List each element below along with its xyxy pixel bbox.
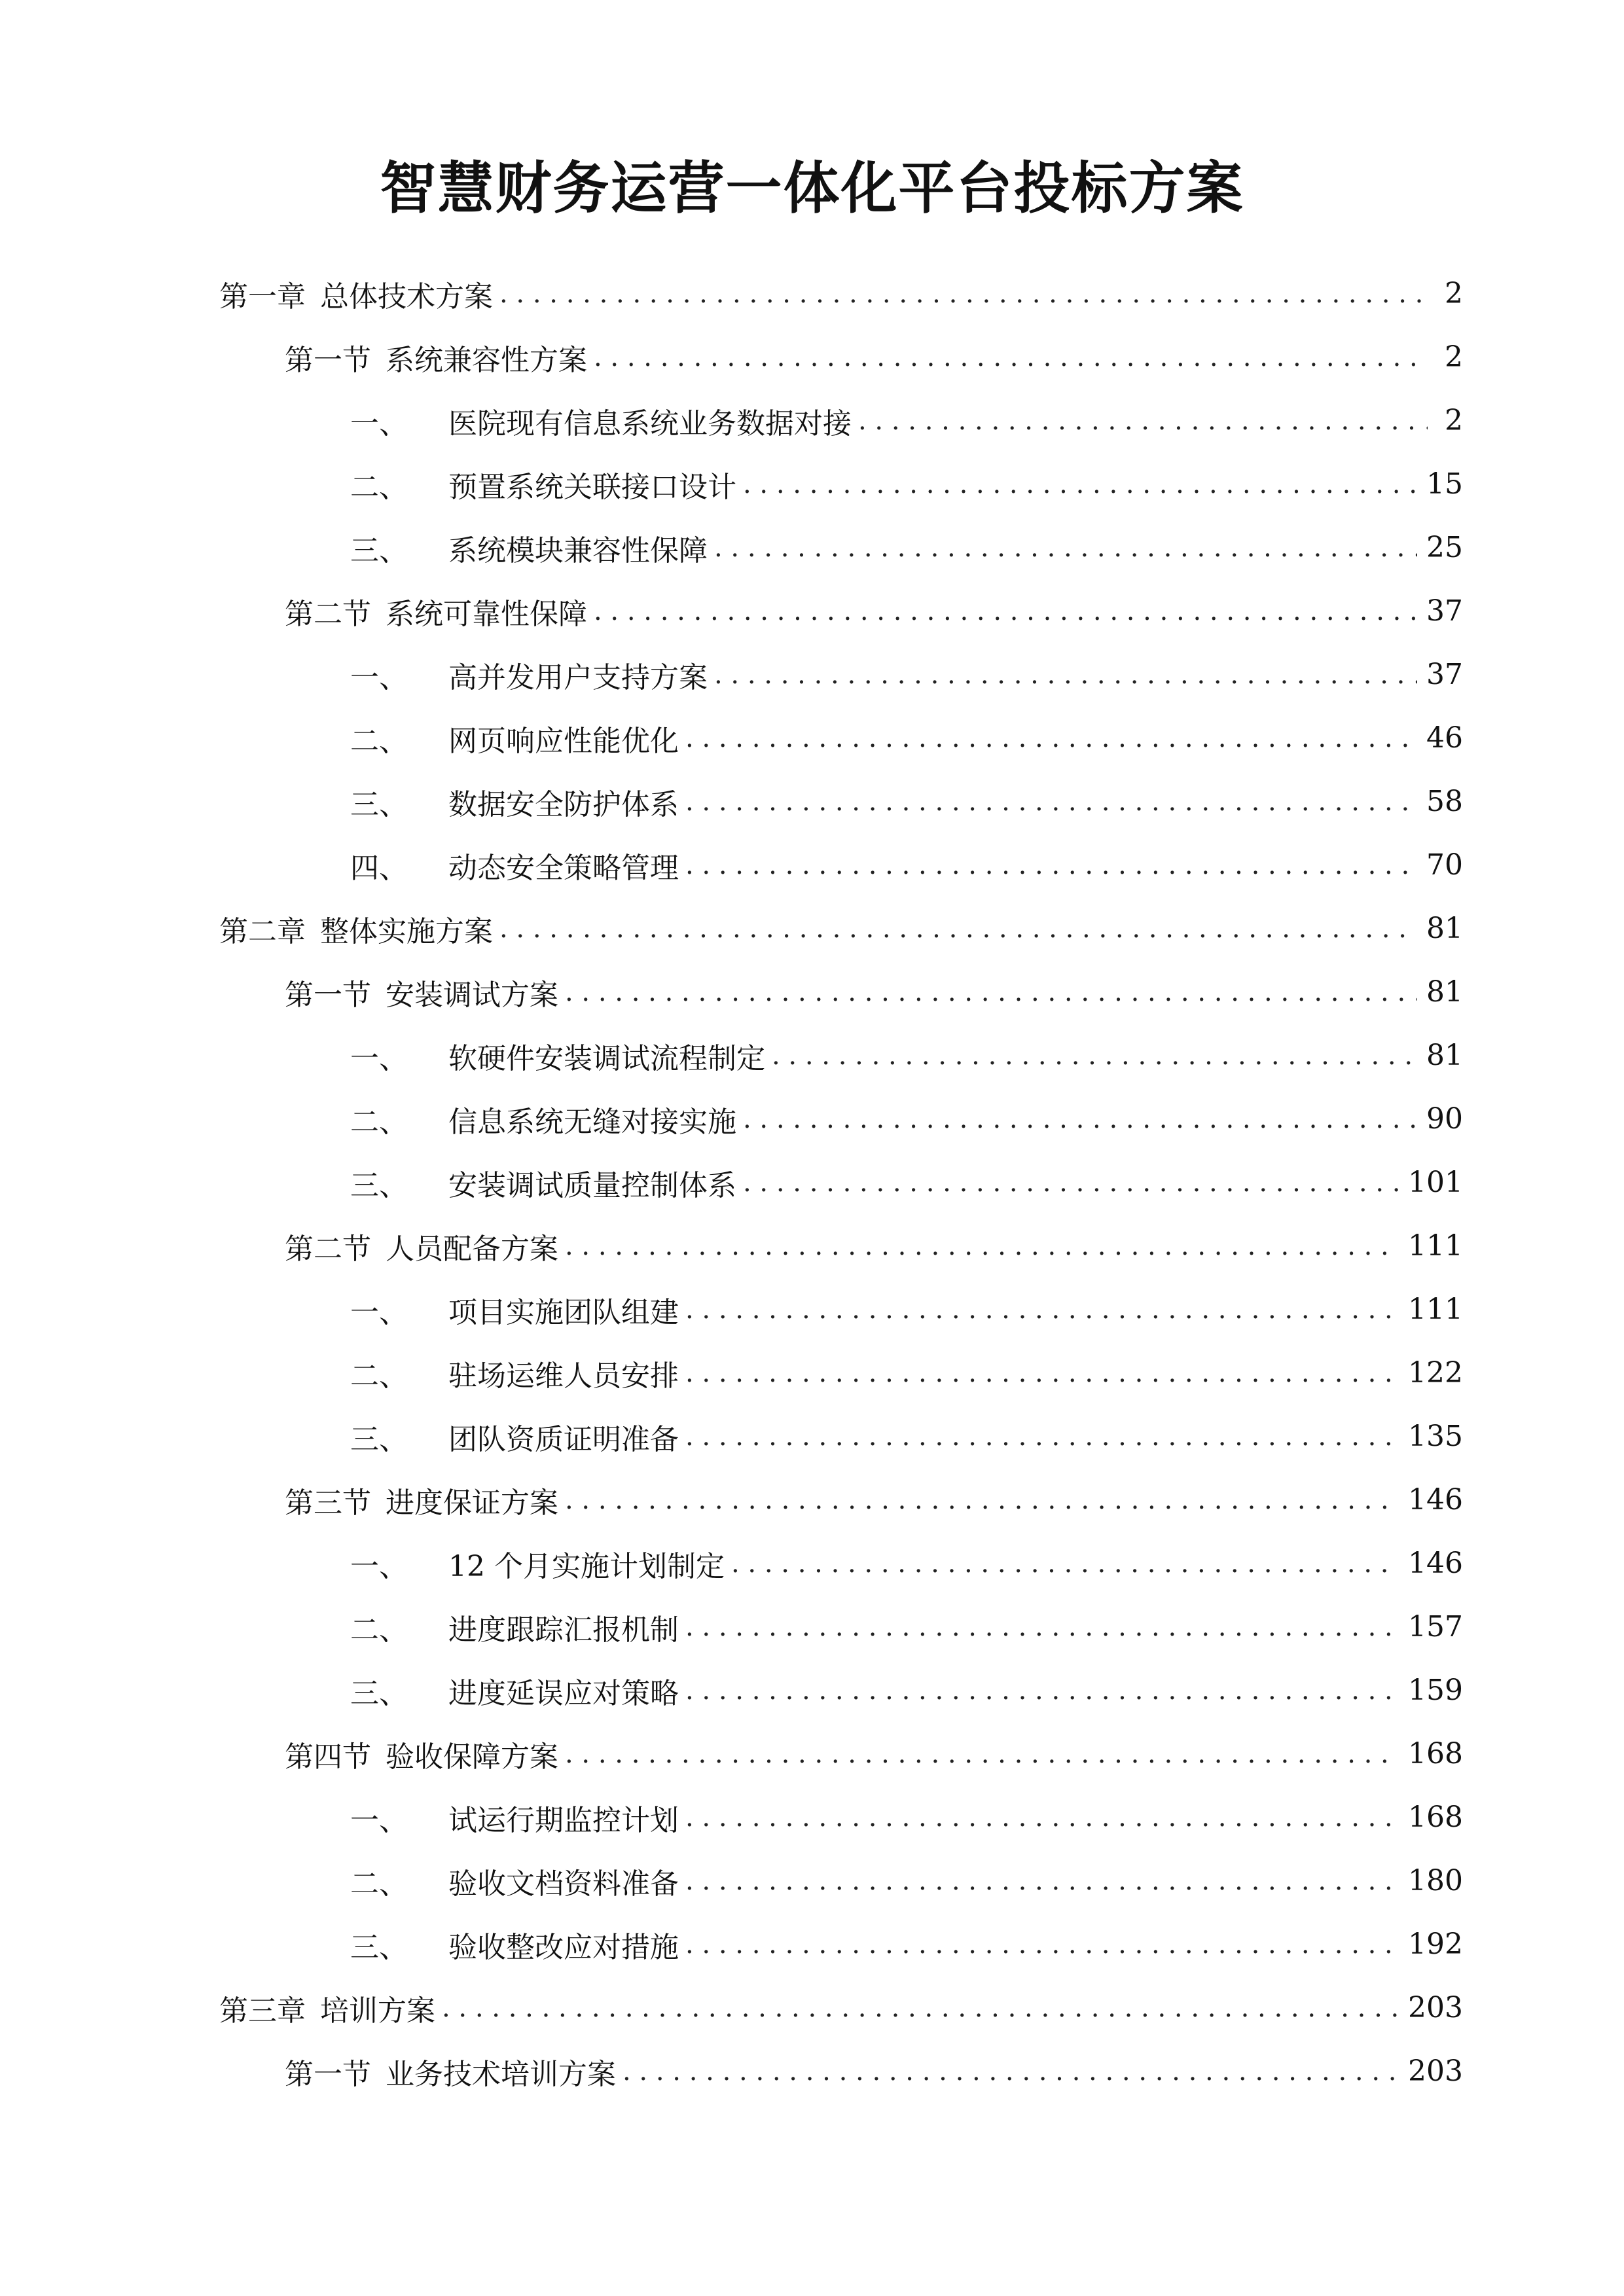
- toc-entry-page-number: 168: [1408, 1801, 1463, 1834]
- toc-entry-page-number: 15: [1426, 467, 1463, 501]
- toc-entry-title: 总体技术方案: [320, 279, 493, 314]
- toc-entry-page-number: 203: [1408, 2054, 1463, 2088]
- toc-dot-leader: [442, 1994, 1399, 2022]
- toc-dot-leader: [623, 2057, 1399, 2086]
- toc-entry-label: 三、: [350, 1930, 408, 1964]
- toc-entry-label: 一、: [350, 1041, 408, 1075]
- toc-entry[interactable]: [0, 706, 1463, 770]
- toc-dot-leader: [685, 724, 1417, 753]
- toc-entry-label: 二、: [350, 724, 408, 758]
- toc-entry-title: 验收文档资料准备: [448, 1867, 679, 1901]
- toc-entry-title: 系统可靠性保障: [386, 597, 587, 631]
- toc-entry-label: 二、: [350, 470, 408, 504]
- toc-entry-label: 四、: [350, 851, 408, 885]
- toc-entry-page-number: 157: [1408, 1610, 1463, 1643]
- toc-entry-page-number: 146: [1408, 1483, 1463, 1516]
- toc-dot-leader: [685, 1803, 1399, 1832]
- toc-dot-leader: [565, 1740, 1399, 1768]
- toc-entry-label: 二、: [350, 1359, 408, 1393]
- toc-entry[interactable]: [0, 1532, 1463, 1595]
- toc-dot-leader: [565, 1486, 1399, 1515]
- toc-entry-label: 三、: [350, 1422, 408, 1456]
- toc-entry[interactable]: [0, 1785, 1463, 1849]
- toc-entry[interactable]: [0, 770, 1463, 833]
- toc-entry-title: 安装调试质量控制体系: [448, 1168, 736, 1202]
- toc-entry-label: 二、: [350, 1105, 408, 1139]
- toc-entry-page-number: 37: [1426, 658, 1463, 691]
- toc-entry-label: 第三章: [219, 1994, 306, 2028]
- toc-entry-title: 试运行期监控计划: [448, 1803, 679, 1837]
- toc-entry-page-number: 122: [1408, 1356, 1463, 1390]
- toc-entry-page-number: 203: [1408, 1991, 1463, 2024]
- toc-entry-label: 一、: [350, 1295, 408, 1329]
- toc-entry-page-number: 135: [1408, 1420, 1463, 1453]
- toc-entry[interactable]: [0, 579, 1463, 643]
- toc-entry-page-number: 37: [1426, 594, 1463, 628]
- toc-entry[interactable]: [0, 1405, 1463, 1468]
- toc-dot-leader: [685, 1930, 1399, 1959]
- toc-entry-title: 预置系统关联接口设计: [448, 470, 736, 504]
- toc-dot-leader: [731, 1549, 1399, 1578]
- toc-entry[interactable]: [0, 833, 1463, 897]
- toc-entry-title: 进度保证方案: [386, 1486, 558, 1520]
- toc-entry-page-number: 2: [1445, 340, 1463, 374]
- toc-entry[interactable]: [0, 643, 1463, 706]
- toc-entry-page-number: 180: [1408, 1864, 1463, 1897]
- toc-entry-title: 系统兼容性方案: [386, 343, 587, 377]
- toc-entry-label: 第三节: [285, 1486, 371, 1520]
- toc-entry-label: 第二章: [219, 914, 306, 948]
- toc-entry-title: 医院现有信息系统业务数据对接: [448, 406, 852, 440]
- toc-entry-label: 第一节: [285, 343, 371, 377]
- toc-dot-leader: [499, 914, 1417, 943]
- toc-entry[interactable]: [0, 1976, 1463, 2039]
- toc-entry-title: 数据安全防护体系: [448, 787, 679, 821]
- toc-dot-leader: [772, 1041, 1417, 1070]
- toc-entry-title: 验收整改应对措施: [448, 1930, 679, 1964]
- toc-dot-leader: [685, 1359, 1399, 1388]
- toc-dot-leader: [743, 1168, 1399, 1197]
- toc-dot-leader: [565, 978, 1417, 1007]
- toc-entry-page-number: 81: [1426, 912, 1463, 945]
- toc-dot-leader: [565, 1232, 1399, 1261]
- toc-entry[interactable]: [0, 1912, 1463, 1976]
- toc-dot-leader: [858, 406, 1428, 435]
- toc-entry[interactable]: [0, 1214, 1463, 1278]
- toc-dot-leader: [714, 533, 1417, 562]
- toc-dot-leader: [743, 470, 1417, 499]
- toc-entry-page-number: 81: [1426, 975, 1463, 1009]
- toc-entry-label: 一、: [350, 406, 408, 440]
- toc-entry-label: 一、: [350, 1803, 408, 1837]
- toc-entry-page-number: 146: [1408, 1547, 1463, 1580]
- toc-entry-title: 验收保障方案: [386, 1740, 558, 1774]
- toc-entry-title: 系统模块兼容性保障: [448, 533, 708, 567]
- toc-entry-label: 第一节: [285, 2057, 371, 2091]
- toc-entry-title: 高并发用户支持方案: [448, 660, 708, 694]
- toc-dot-leader: [685, 1295, 1399, 1324]
- toc-entry[interactable]: [0, 1849, 1463, 1912]
- toc-entry-label: 三、: [350, 787, 408, 821]
- toc-entry-label: 三、: [350, 1168, 408, 1202]
- toc-entry-title: 安装调试方案: [386, 978, 558, 1012]
- toc-entry[interactable]: [0, 1151, 1463, 1214]
- toc-entry[interactable]: [0, 1659, 1463, 1722]
- toc-entry-page-number: 58: [1426, 785, 1463, 818]
- toc-entry[interactable]: [0, 516, 1463, 579]
- toc-entry-title: 进度跟踪汇报机制: [448, 1613, 679, 1647]
- toc-entry-page-number: 111: [1408, 1229, 1463, 1263]
- toc-entry[interactable]: [0, 897, 1463, 960]
- toc-entry[interactable]: [0, 262, 1463, 325]
- toc-entry-page-number: 46: [1426, 721, 1463, 755]
- toc-entry-title: 业务技术培训方案: [386, 2057, 616, 2091]
- toc-entry-label: 一、: [350, 1549, 408, 1583]
- toc-dot-leader: [685, 1867, 1399, 1895]
- toc-entry-page-number: 101: [1408, 1166, 1463, 1199]
- toc-entry-label: 第二节: [285, 1232, 371, 1266]
- toc-entry-title: 网页响应性能优化: [448, 724, 679, 758]
- toc-entry-title: 驻场运维人员安排: [448, 1359, 679, 1393]
- table-of-contents: [0, 262, 1624, 2103]
- toc-entry-title: 项目实施团队组建: [448, 1295, 679, 1329]
- toc-entry[interactable]: [0, 1087, 1463, 1151]
- toc-dot-leader: [685, 1422, 1399, 1451]
- toc-entry-page-number: 70: [1426, 848, 1463, 882]
- toc-entry-label: 第一节: [285, 978, 371, 1012]
- toc-entry-title: 进度延误应对策略: [448, 1676, 679, 1710]
- toc-entry-label: 二、: [350, 1867, 408, 1901]
- document-title: 智慧财务运营一体化平台投标方案: [380, 156, 1244, 221]
- toc-dot-leader: [594, 597, 1417, 626]
- toc-entry-page-number: 25: [1426, 531, 1463, 564]
- toc-entry-title: 12 个月实施计划制定: [448, 1549, 725, 1583]
- toc-entry-label: 三、: [350, 533, 408, 567]
- toc-entry-title: 人员配备方案: [386, 1232, 558, 1266]
- toc-entry-page-number: 2: [1445, 404, 1463, 437]
- toc-dot-leader: [594, 343, 1428, 372]
- toc-entry-title: 团队资质证明准备: [448, 1422, 679, 1456]
- toc-entry-label: 第四节: [285, 1740, 371, 1774]
- toc-dot-leader: [685, 1676, 1399, 1705]
- toc-entry[interactable]: [0, 1278, 1463, 1341]
- toc-entry[interactable]: [0, 2039, 1463, 2103]
- toc-entry-title: 整体实施方案: [320, 914, 493, 948]
- toc-entry[interactable]: [0, 1595, 1463, 1659]
- toc-entry-page-number: 2: [1445, 277, 1463, 310]
- toc-entry-page-number: 111: [1408, 1293, 1463, 1326]
- toc-dot-leader: [743, 1105, 1417, 1134]
- toc-dot-leader: [685, 1613, 1399, 1641]
- toc-entry-title: 信息系统无缝对接实施: [448, 1105, 736, 1139]
- toc-entry-title: 培训方案: [320, 1994, 435, 2028]
- toc-entry-page-number: 168: [1408, 1737, 1463, 1770]
- toc-entry[interactable]: [0, 1468, 1463, 1532]
- toc-dot-leader: [685, 851, 1417, 880]
- toc-entry[interactable]: [0, 1341, 1463, 1405]
- toc-entry-label: 一、: [350, 660, 408, 694]
- toc-entry-label: 三、: [350, 1676, 408, 1710]
- toc-entry-label: 第二节: [285, 597, 371, 631]
- toc-entry[interactable]: [0, 389, 1463, 452]
- toc-dot-leader: [499, 279, 1428, 308]
- toc-entry-title: 动态安全策略管理: [448, 851, 679, 885]
- toc-entry-label: 第一章: [219, 279, 306, 314]
- toc-dot-leader: [714, 660, 1417, 689]
- toc-entry[interactable]: [0, 1722, 1463, 1785]
- toc-entry-page-number: 159: [1408, 1674, 1463, 1707]
- toc-entry-page-number: 192: [1408, 1928, 1463, 1961]
- toc-entry-label: 二、: [350, 1613, 408, 1647]
- toc-entry-page-number: 90: [1426, 1102, 1463, 1136]
- toc-dot-leader: [685, 787, 1417, 816]
- toc-entry-title: 软硬件安装调试流程制定: [448, 1041, 765, 1075]
- toc-entry-page-number: 81: [1426, 1039, 1463, 1072]
- toc-entry[interactable]: [0, 1024, 1463, 1087]
- toc-entry[interactable]: [0, 325, 1463, 389]
- toc-entry[interactable]: [0, 452, 1463, 516]
- toc-entry[interactable]: [0, 960, 1463, 1024]
